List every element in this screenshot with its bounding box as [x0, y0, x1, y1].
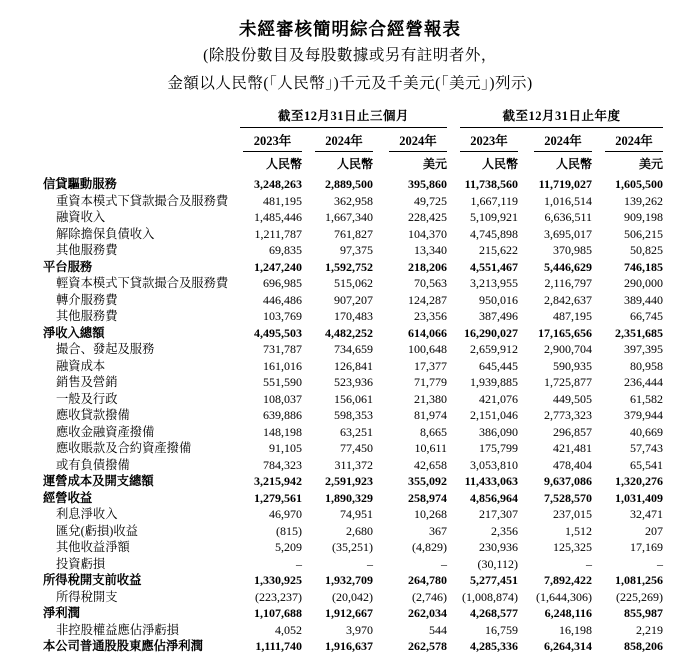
value-cell: 590,935 — [553, 358, 592, 373]
year-header: 2024年 — [373, 128, 447, 152]
document-header — [0, 0, 700, 98]
value-cell: 379,944 — [624, 408, 664, 422]
group-gap — [447, 358, 460, 375]
value-cell: 1,932,709 — [325, 573, 373, 587]
value-cell: 1,912,667 — [325, 606, 373, 620]
value-cell: 2,591,923 — [325, 474, 373, 488]
row-label: 轉介服務費 — [56, 292, 118, 307]
income-statement-table — [35, 106, 663, 655]
value-cell: – — [367, 556, 373, 571]
value-cell: 40,669 — [630, 424, 664, 439]
value-cell: 124,287 — [408, 292, 447, 307]
value-cell: – — [657, 556, 664, 571]
value-cell: 421,076 — [479, 391, 518, 406]
value-cell: 544 — [429, 622, 447, 637]
value-cell: 258,974 — [408, 490, 447, 505]
value-cell: 57,743 — [630, 441, 664, 455]
value-cell: 3,970 — [346, 622, 373, 637]
value-cell: 395,860 — [408, 177, 447, 191]
value-cell: 1,247,240 — [254, 259, 302, 274]
value-cell: 16,290,027 — [464, 325, 518, 340]
value-cell: 215,622 — [479, 243, 518, 257]
value-cell: 104,370 — [408, 226, 447, 241]
value-cell: 148,198 — [263, 424, 302, 439]
group-gap — [447, 506, 460, 523]
value-cell: 17,377 — [414, 358, 447, 373]
value-cell: 1,279,561 — [254, 490, 302, 505]
value-cell: 4,856,964 — [470, 490, 518, 505]
group-gap — [447, 605, 460, 622]
value-cell: 5,277,451 — [470, 573, 518, 587]
table-row — [35, 341, 663, 358]
value-cell: 1,916,637 — [325, 639, 373, 653]
group-gap — [447, 242, 460, 259]
table-row — [35, 259, 663, 276]
value-cell: 523,936 — [334, 375, 373, 389]
value-cell: 3,248,263 — [254, 177, 302, 191]
value-cell: – — [296, 556, 302, 571]
group-gap — [447, 490, 460, 507]
value-cell: 386,090 — [479, 424, 518, 439]
value-cell: 5,209 — [275, 540, 302, 554]
group-gap — [447, 473, 460, 490]
currency-header: 人民幣 — [481, 157, 518, 171]
value-cell: 296,857 — [553, 424, 592, 439]
value-cell: 4,495,503 — [254, 325, 302, 340]
value-cell: 645,445 — [479, 358, 518, 373]
value-cell: (815) — [276, 523, 302, 538]
value-cell: 262,578 — [408, 639, 447, 653]
value-cell: 80,958 — [630, 358, 664, 373]
value-cell: 1,667,340 — [325, 210, 373, 224]
value-cell: 387,496 — [479, 309, 518, 323]
value-cell: 855,987 — [624, 606, 664, 620]
value-cell: 551,590 — [263, 375, 302, 389]
value-cell: 139,262 — [624, 193, 664, 208]
value-cell: 4,268,577 — [470, 606, 518, 620]
value-cell: 311,372 — [334, 457, 373, 472]
value-cell: 639,886 — [263, 408, 302, 422]
row-label: 經營收益 — [43, 490, 93, 505]
row-label: 應收貸款撥備 — [56, 408, 130, 422]
value-cell: 2,680 — [346, 523, 373, 538]
value-cell: 2,842,637 — [544, 292, 592, 307]
table-row — [35, 539, 663, 556]
value-cell: (223,237) — [255, 589, 302, 604]
value-cell: 4,052 — [275, 622, 302, 637]
value-cell: 91,105 — [269, 441, 302, 455]
statement-title: 未經審核簡明綜合經營報表 — [239, 19, 461, 39]
group-gap — [447, 622, 460, 639]
group-gap — [447, 209, 460, 226]
value-cell: 237,015 — [553, 507, 592, 521]
group-gap — [447, 572, 460, 589]
year-header-row — [35, 128, 663, 152]
value-cell: 81,974 — [414, 408, 447, 422]
table-row — [35, 391, 663, 408]
value-cell: 481,195 — [263, 193, 302, 208]
group-gap — [447, 391, 460, 408]
value-cell: 16,198 — [559, 622, 592, 637]
table-row — [35, 209, 663, 226]
value-cell: 125,325 — [553, 540, 592, 554]
group-gap — [447, 407, 460, 424]
group-gap — [447, 440, 460, 457]
row-label: 所得稅開支 — [56, 589, 118, 604]
table-row — [35, 407, 663, 424]
value-cell: 236,444 — [624, 375, 664, 389]
row-label: 應收金融資產撥備 — [56, 424, 155, 439]
group-gap — [447, 589, 460, 606]
table-row — [35, 490, 663, 507]
value-cell: 746,185 — [624, 259, 664, 274]
value-cell: (20,042) — [332, 589, 373, 604]
row-label: 融資成本 — [56, 358, 106, 373]
row-label: 所得稅開支前收益 — [43, 573, 142, 587]
value-cell: 6,264,314 — [544, 639, 592, 653]
value-cell: 1,890,329 — [325, 490, 373, 505]
value-cell: 69,835 — [269, 243, 302, 257]
value-cell: 46,970 — [269, 507, 302, 521]
table-row — [35, 242, 663, 259]
value-cell: 61,582 — [630, 391, 664, 406]
currency-header: 人民幣 — [336, 157, 373, 171]
table-row — [35, 638, 663, 655]
value-cell: 487,195 — [553, 309, 592, 323]
table-row — [35, 275, 663, 292]
value-cell: 10,611 — [414, 441, 447, 455]
value-cell: 217,307 — [479, 507, 518, 521]
table-row — [35, 605, 663, 622]
row-label: 或有負債撥備 — [56, 457, 130, 472]
table-row — [35, 572, 663, 589]
statement-subtitle-line1: (除股份數目及每股數據或另有註明者外， — [203, 47, 497, 64]
table-row — [35, 440, 663, 457]
year-header: 2023年 — [240, 128, 302, 152]
group-gap — [447, 325, 460, 342]
value-cell: 8,665 — [420, 424, 447, 439]
row-label: 輕資本模式下貸款撮合及服務費 — [56, 276, 229, 290]
year-header: 2024年 — [518, 128, 592, 152]
table-row — [35, 424, 663, 441]
value-cell: 4,482,252 — [325, 325, 373, 340]
row-label: 運營成本及開支總額 — [43, 474, 154, 488]
currency-header: 美元 — [639, 157, 664, 171]
value-cell: 1,016,514 — [544, 193, 592, 208]
value-cell: 370,985 — [553, 243, 592, 257]
group-gap — [447, 193, 460, 210]
row-label: 信貸驅動服務 — [43, 177, 117, 191]
group-gap — [447, 176, 460, 193]
value-cell: – — [441, 556, 447, 571]
value-cell: 2,219 — [636, 622, 664, 637]
value-cell: (225,269) — [616, 589, 664, 604]
value-cell: 1,330,925 — [254, 573, 302, 587]
value-cell: 218,206 — [408, 259, 447, 274]
group-gap — [447, 226, 460, 243]
value-cell: 2,773,323 — [544, 408, 592, 422]
value-cell: 355,092 — [408, 474, 447, 488]
value-cell: 16,759 — [485, 622, 518, 637]
row-label: 應收賬款及合約資產撥備 — [56, 441, 192, 455]
value-cell: 784,323 — [263, 457, 302, 472]
value-cell: 7,528,570 — [544, 490, 592, 505]
value-cell: (1,644,306) — [536, 589, 592, 604]
value-cell: 74,951 — [340, 507, 373, 521]
row-label: 融資收入 — [56, 210, 106, 224]
value-cell: 175,799 — [479, 441, 518, 455]
row-label: 淨收入總額 — [43, 325, 105, 340]
value-cell: 696,985 — [263, 276, 302, 290]
value-cell: 421,481 — [553, 441, 592, 455]
value-cell: 446,486 — [263, 292, 302, 307]
value-cell: 1,485,446 — [254, 210, 302, 224]
value-cell: 17,169 — [630, 540, 664, 554]
value-cell: (4,829) — [412, 540, 447, 554]
value-cell: 156,061 — [334, 391, 373, 406]
value-cell: – — [586, 556, 592, 571]
row-label: 重資本模式下貸款撮合及服務費 — [56, 193, 229, 208]
value-cell: 71,779 — [414, 375, 447, 389]
value-cell: 2,659,912 — [470, 342, 518, 356]
value-cell: 290,000 — [624, 276, 664, 290]
value-cell: 1,211,787 — [254, 226, 302, 241]
group-gap — [447, 308, 460, 325]
table-row — [35, 622, 663, 639]
value-cell: 49,725 — [414, 193, 447, 208]
value-cell: 103,769 — [263, 309, 302, 323]
group-gap — [447, 539, 460, 556]
row-label: 撮合、發起及服務 — [56, 342, 155, 356]
row-label: 本公司普通股股東應佔淨利潤 — [43, 639, 203, 653]
value-cell: 1,725,877 — [544, 375, 592, 389]
currency-header: 美元 — [422, 157, 447, 171]
row-label: 平台服務 — [43, 259, 93, 274]
value-cell: 4,285,336 — [470, 639, 518, 653]
group-gap — [447, 374, 460, 391]
value-cell: 6,248,116 — [544, 606, 592, 620]
value-cell: 2,889,500 — [325, 177, 373, 191]
value-cell: 70,563 — [414, 276, 447, 290]
value-cell: 50,825 — [630, 243, 664, 257]
value-cell: 1,111,740 — [255, 639, 302, 653]
row-label: 利息淨收入 — [56, 507, 118, 521]
value-cell: 515,062 — [334, 276, 373, 290]
table-row — [35, 358, 663, 375]
row-label: 解除擔保負債收入 — [56, 226, 155, 241]
table-row — [35, 176, 663, 193]
value-cell: 11,719,027 — [538, 177, 592, 191]
value-cell: 1,512 — [565, 523, 592, 538]
value-cell: 397,395 — [624, 342, 664, 356]
value-cell: 23,356 — [414, 309, 447, 323]
row-label: 其他服務費 — [56, 309, 118, 323]
value-cell: 2,351,685 — [615, 325, 664, 340]
value-cell: 5,109,921 — [470, 210, 518, 224]
table-row — [35, 226, 663, 243]
table-row — [35, 589, 663, 606]
value-cell: 77,450 — [340, 441, 373, 455]
value-cell: 65,541 — [630, 457, 664, 472]
value-cell: 449,505 — [553, 391, 592, 406]
statement-subtitle-line2: 金額以人民幣(「人民幣」)千元及千美元(「美元」)列示) — [167, 75, 533, 92]
row-label: 其他服務費 — [56, 243, 118, 257]
table-row — [35, 556, 663, 573]
value-cell: 10,268 — [414, 507, 447, 521]
value-cell: 3,215,942 — [254, 474, 302, 488]
value-cell: 1,667,119 — [470, 193, 518, 208]
group-gap — [447, 638, 460, 655]
year-header: 2024年 — [302, 128, 373, 152]
table-row — [35, 325, 663, 342]
value-cell: 6,636,511 — [544, 210, 592, 224]
value-cell: 230,936 — [479, 540, 518, 554]
value-cell: 170,483 — [334, 309, 373, 323]
period-group-year: 截至12月31日止年度 — [460, 106, 663, 128]
value-cell: 17,165,656 — [538, 325, 592, 340]
value-cell: 2,356 — [491, 523, 518, 538]
year-header: 2024年 — [592, 128, 663, 152]
value-cell: 32,471 — [630, 507, 664, 521]
value-cell: 950,016 — [479, 292, 518, 307]
value-cell: 1,031,409 — [615, 490, 664, 505]
value-cell: 9,637,086 — [544, 474, 592, 488]
value-cell: 1,592,752 — [325, 259, 373, 274]
table-row — [35, 457, 663, 474]
value-cell: (35,251) — [332, 540, 373, 554]
table-row — [35, 292, 663, 309]
row-label: 淨利潤 — [43, 606, 80, 620]
value-cell: 21,380 — [414, 391, 447, 406]
value-cell: 13,340 — [414, 243, 447, 257]
value-cell: 506,215 — [624, 226, 664, 241]
group-gap — [447, 341, 460, 358]
value-cell: 3,053,810 — [470, 457, 518, 472]
group-gap — [447, 424, 460, 441]
value-cell: 598,353 — [334, 408, 373, 422]
value-cell: 478,404 — [553, 457, 592, 472]
currency-header: 人民幣 — [265, 157, 302, 171]
group-gap — [447, 106, 460, 128]
currency-header-row — [35, 152, 663, 176]
value-cell: 389,440 — [624, 292, 664, 307]
value-cell: 207 — [645, 523, 664, 538]
group-gap — [447, 259, 460, 276]
group-gap — [447, 292, 460, 309]
table-row — [35, 523, 663, 540]
value-cell: 7,892,422 — [544, 573, 592, 587]
row-label: 投資虧損 — [56, 556, 106, 571]
value-cell: 108,037 — [263, 391, 302, 406]
value-cell: 761,827 — [334, 226, 373, 241]
value-cell: 1,107,688 — [254, 606, 302, 620]
value-cell: 614,066 — [408, 325, 447, 340]
period-group-row — [35, 106, 663, 128]
statement-rows — [35, 176, 663, 655]
value-cell: 97,375 — [340, 243, 373, 257]
group-gap — [447, 523, 460, 540]
value-cell: 161,016 — [263, 358, 302, 373]
value-cell: 4,745,898 — [470, 226, 518, 241]
value-cell: 731,787 — [263, 342, 302, 356]
row-label: 銷售及營銷 — [56, 375, 118, 389]
value-cell: 1,939,885 — [470, 375, 518, 389]
table-row — [35, 506, 663, 523]
value-cell: 907,207 — [334, 292, 373, 307]
table-row — [35, 473, 663, 490]
value-cell: (2,746) — [412, 589, 447, 604]
row-label: 其他收益淨額 — [56, 540, 130, 554]
currency-header: 人民幣 — [555, 157, 592, 171]
label-column-spacer — [35, 106, 240, 128]
row-label: 一般及行政 — [56, 391, 118, 406]
value-cell: 264,780 — [408, 573, 447, 587]
row-label: 非控股權益應佔淨虧損 — [56, 622, 179, 637]
value-cell: 126,841 — [334, 358, 373, 373]
value-cell: 2,900,704 — [544, 342, 592, 356]
period-group-quarter: 截至12月31日止三個月 — [240, 106, 447, 128]
group-gap — [447, 556, 460, 573]
value-cell: 909,198 — [624, 210, 664, 224]
value-cell: 3,213,955 — [470, 276, 518, 290]
table-row — [35, 193, 663, 210]
value-cell: 3,695,017 — [544, 226, 592, 241]
value-cell: 63,251 — [340, 424, 373, 439]
table-row — [35, 308, 663, 325]
value-cell: (30,112) — [477, 556, 518, 571]
value-cell: 1,605,500 — [615, 177, 664, 191]
group-gap — [447, 457, 460, 474]
value-cell: 11,738,560 — [464, 177, 518, 191]
value-cell: 2,116,797 — [544, 276, 592, 290]
table-row — [35, 374, 663, 391]
value-cell: 100,648 — [408, 342, 447, 356]
value-cell: 2,151,046 — [470, 408, 518, 422]
value-cell: 5,446,629 — [544, 259, 592, 274]
value-cell: (1,008,874) — [462, 589, 518, 604]
value-cell: 362,958 — [334, 193, 373, 208]
value-cell: 228,425 — [408, 210, 447, 224]
year-header: 2023年 — [460, 128, 518, 152]
group-gap — [447, 275, 460, 292]
value-cell: 367 — [429, 523, 447, 538]
value-cell: 1,081,256 — [615, 573, 664, 587]
value-cell: 262,034 — [408, 606, 447, 620]
value-cell: 11,433,063 — [464, 474, 518, 488]
value-cell: 42,658 — [414, 457, 447, 472]
value-cell: 4,551,467 — [470, 259, 518, 274]
value-cell: 1,320,276 — [615, 474, 664, 488]
value-cell: 858,206 — [624, 639, 664, 653]
row-label: 匯兌(虧損)收益 — [56, 523, 138, 538]
value-cell: 734,659 — [334, 342, 373, 356]
value-cell: 66,745 — [630, 309, 664, 323]
